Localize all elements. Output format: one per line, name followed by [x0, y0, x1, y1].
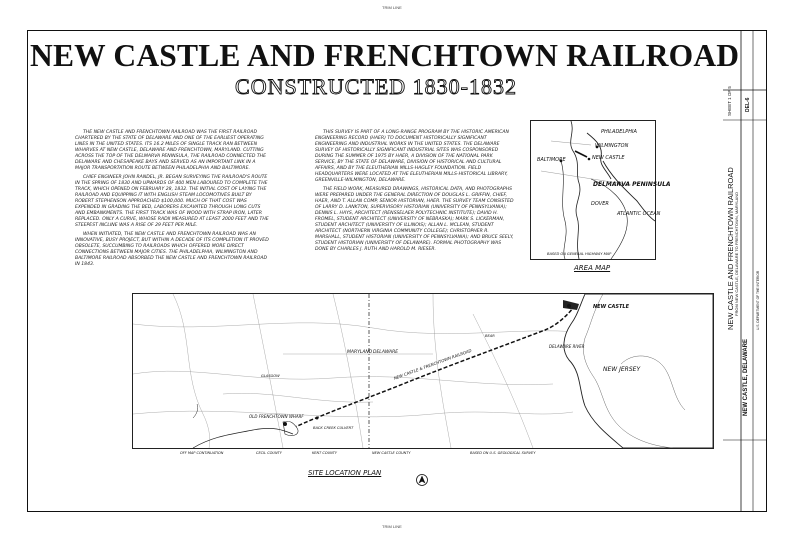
site-note-3: KENT COUNTY — [312, 451, 338, 455]
title-block-county: NEW CASTLE, DELAWARE — [743, 338, 749, 416]
site-note-4: NEW CASTLE COUNTY — [372, 451, 411, 455]
title-block-agency: U.S. DEPARTMENT OF THE INTERIOR — [756, 270, 760, 330]
site-label-new-castle: NEW CASTLE — [593, 304, 630, 310]
survey-text — [315, 130, 515, 256]
area-label-new-castle: NEW CASTLE — [592, 155, 625, 161]
history-para-2: CHIEF ENGINEER JOHN RANDEL, JR. BEGAN SURVEYING THE RAILROAD'S ROUTE IN THE SPRING OF 1830 AND UPWARDS OF 400 MEN LABOURED TO COMPLETE THE TRACK, WHICH OPENED ON FEBRUARY 28, 1832. THE INITIAL COST OF LAYING THE RAILROAD AND EQUIPPING IT WITH ENGLISH STEAM LOCOMOTIVES BUILT BY ROBERT STEPHENSON APPROACHED $100,000. MUCH OF THAT COST WAS EXPENDED IN GRADING THE BED, LABORERS EXCAVATED THROUGH LONG CUTS AND EMBANKMENTS. THE FIRST TRACK WAS OF WOOD WITH STRAP IRON, LATER REPLACED. ONLY A CURVE, WHOSE RADII MEASURED AT LEAST 2000 FEET AND THE STEEPEST INCLINE WAS A RISE OF 29 FEET PER MILE. — [75, 175, 269, 228]
site-plan-caption: SITE LOCATION PLAN — [308, 469, 382, 477]
area-label-delmarva: DELMARVA PENINSULA — [593, 181, 671, 188]
site-label-railroad: NEW CASTLE & FRENCHTOWN RAILROAD — [393, 347, 473, 381]
site-note-5: BASED ON U.S. GEOLOGICAL SURVEY — [470, 451, 536, 455]
site-note-2: CECIL COUNTY — [256, 451, 282, 455]
area-label-dover: DOVER — [591, 201, 609, 207]
area-label-baltimore: BALTIMORE — [537, 157, 566, 163]
trim-top: TRIM LINE — [382, 5, 402, 10]
site-label-bear: BEAR — [485, 334, 495, 338]
area-map-caption: AREA MAP — [574, 264, 611, 272]
site-note-1: OFF MAP CONTINUATION — [180, 451, 224, 455]
history-para-3: WHEN INITIATED, THE NEW CASTLE AND FRENCHTOWN RAILROAD WAS AN INNOVATIVE, BUSY PROJECT, BUT WITHIN A DECADE OF ITS COMPLETION IT PROVED OBSOLETE, SUCCUMBING TO RAILROADS WHICH OFFERED MORE DIRECT CONNECTIONS BETWEEN MAJOR CITIES. THE PHILADELPHIA, WILMINGTON AND BALTIMORE RAILROAD ABSORBED THE NEW CASTLE AND FRENCHTOWN RAILROAD IN 1843. — [75, 232, 269, 267]
site-label-back-creek: BACK CREEK CULVERT — [313, 426, 354, 430]
area-map-source: BASED ON GENERAL HIGHWAY MAP — [547, 252, 612, 256]
site-location-plan — [132, 293, 714, 449]
area-map — [530, 120, 671, 260]
north-arrow-icon — [416, 474, 428, 486]
title-block-name: NEW CASTLE AND FRENCHTOWN RAILROAD — [726, 167, 735, 330]
area-map-drawing — [531, 121, 655, 259]
site-label-delaware-river: DELAWARE RIVER — [549, 344, 585, 349]
title-block — [723, 30, 767, 512]
area-label-philadelphia: PHILADELPHIA — [601, 129, 637, 135]
site-label-maryland: MARYLAND — [347, 350, 373, 355]
title-block-route: FROM NEW CASTLE, DELAWARE TO FRENCHTOWN, MARYLAND — [734, 191, 739, 316]
title-block-sheet: SHEET 1 OF 5 — [727, 86, 732, 116]
survey-para-2: THE FIELD WORK, MEASURED DRAWINGS, HISTORICAL DATA, AND PHOTOGRAPHS WERE PREPARED UNDER THE GENERAL DIRECTION OF DOUGLAS L. GRIFFIN, CHIEF, HAER, AND T. ALLAN COMP, SENIOR HISTORIAN, HAER. THE SURVEY TEAM CONSISTED OF LARRY D. LANKTON, SUPERVISORY HISTORIAN (UNIVERSITY OF PENNSYLVANIA); DENNIS L. HAYS, ARCHITECT (RENSSELAER POLYTECHNIC INSTITUTE); DAVID H. FROMEL, STUDENT ARCHITECT (UNIVERSITY OF NEBRASKA); MARK S. LICKERMAN, STUDENT ARCHITECT (UNIVERSITY OF ILLINOIS); ALLAN L. MCLEAN, STUDENT ARCHITECT (NORTHERN VIRGINIA COMMUNITY COLLEGE); CHRISTOPHER R. MARSHALL, STUDENT HISTORIAN (UNIVERSITY OF PENNSYLVANIA); AND BRUCE SEELY, STUDENT HISTORIAN (UNIVERSITY OF DELAWARE). FORMAL PHOTOGRAPHY WAS DONE BY CHARLES J. RUTH AND HAROLD M. RIESER. — [315, 187, 514, 252]
trim-bottom: TRIM LINE — [382, 524, 402, 529]
sub-title: CONSTRUCTED 1830-1832 — [235, 74, 517, 99]
title-block-survey: DEL-6 — [745, 97, 751, 112]
site-label-new-jersey: NEW JERSEY — [603, 366, 641, 373]
history-text — [75, 130, 271, 271]
area-label-atlantic: ATLANTIC OCEAN — [617, 211, 661, 217]
history-para-1: THE NEW CASTLE AND FRENCHTOWN RAILROAD WAS THE FIRST RAILROAD CHARTERED BY THE STATE OF DELAWARE AND ONE OF THE EARLIEST OPERATING LINES IN THE UNITED STATES. ITS 16.2 MILES OF SINGLE TRACK RAN BETWEEN WHARVES AT NEW CASTLE, DELAWARE AND FRENCHTOWN, MARYLAND. CUTTING ACROSS THE TOP OF THE DELMARVA PENINSULA, THE RAILROAD CONNECTED THE DELAWARE AND CHESAPEAKE BAYS AND SERVED AS AN IMPORTANT LINK IN A MAJOR TRANSPORTATION ROUTE BETWEEN PHILADELPHIA AND BALTIMORE. — [75, 130, 267, 171]
survey-para-1: THIS SURVEY IS PART OF A LONG-RANGE PROGRAM BY THE HISTORIC AMERICAN ENGINEERING RECORD (HAER) TO DOCUMENT HISTORICALLY SIGNIFICANT ENGINEERING AND INDUSTRIAL WORKS IN THE UNITED STATES. THE DELAWARE SURVEY OF HISTORICALLY SIGNIFICANT INDUSTRIAL SITES WAS COSPONSORED DURING THE SUMMER OF 1975 BY HAER, A DIVISION OF THE NATIONAL PARK SERVICE, BY THE STATE OF DELAWARE, DIVISION OF HISTORICAL AND CULTURAL AFFAIRS, AND BY THE ELEUTHERIAN MILLS-HAGLEY FOUNDATION. FIELD HEADQUARTERS WERE LOCATED AT THE ELEUTHERIAN MILLS-HISTORICAL LIBRARY, GREENVILLE-WILMINGTON, DELAWARE. — [315, 130, 509, 183]
area-label-wilmington: WILMINGTON — [595, 143, 629, 149]
site-label-delaware: DELAWARE — [373, 350, 399, 355]
site-label-old-frenchtown: OLD FRENCHTOWN WHARF — [249, 414, 304, 419]
site-label-glasgow: GLASGOW — [261, 374, 280, 378]
main-title: NEW CASTLE AND FRENCHTOWN RAILROAD — [30, 38, 740, 73]
